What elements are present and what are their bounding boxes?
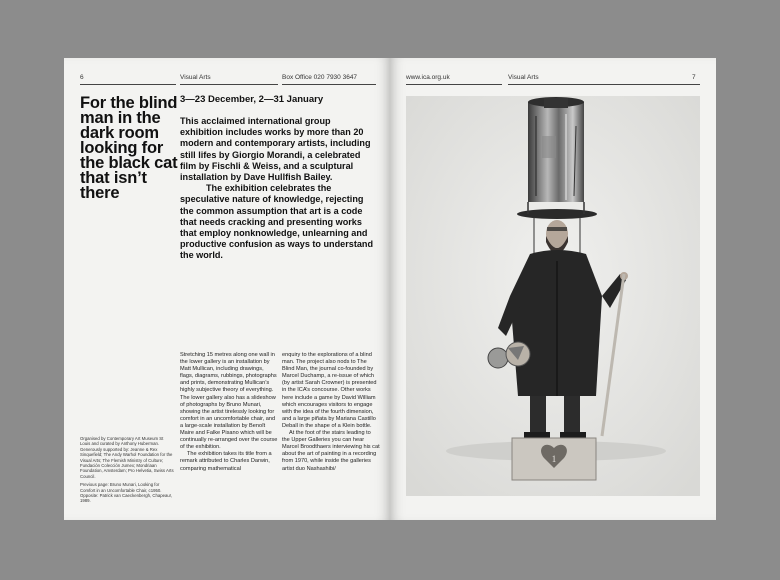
image-caption: Previous page: Bruno Munari, Looking for Comfort in an Uncomfortable Chair, c1950. Opposite: Patrick van Caeckenbergh, Chapeau!, 1989. [80, 482, 173, 504]
website-url: www.ica.org.uk [406, 74, 450, 81]
left-page [64, 58, 390, 520]
box-office-number: Box Office 020 7930 3647 [282, 74, 358, 81]
right-page [390, 58, 716, 520]
header-rule [80, 84, 176, 85]
artwork-photo [406, 96, 700, 496]
magazine-spread [64, 58, 716, 520]
plinth-number: 1 [551, 454, 557, 464]
intro-paragraph: The exhibition celebrates the speculative nature of knowledge, rejecting the common assumption that art is a code that needs cracking and presenting works that employ nonknowledge, unlearning and productive confusion as ways to understand the world. [180, 183, 374, 261]
heart-plinth [512, 438, 596, 480]
left-section-label: Visual Arts [180, 74, 211, 81]
performer-illustration [406, 96, 700, 496]
header-rule [282, 84, 376, 85]
credits-note [80, 436, 174, 504]
intro-text [180, 116, 376, 262]
header-rule [508, 84, 700, 85]
body-paragraph: At the foot of the stairs leading to the Upper Galleries you can hear Marcel Broodthaers interviewing his cat about the art of painting in a recording from 1970, while inside the galleries artist duo Nashashibi/ [282, 430, 380, 472]
body-paragraph: Stretching 15 metres along one wall in the lower gallery is an installation by Matt Mullican, including drawings, flags, diagrams, rubbings, photographs and prints, demonstrating Mullican’s highly subjective theory of everything. The lower gallery also has a slideshow of photographs by Bruno Munari, showing the artist tirelessly looking for comfort in an uncomfortable chair, and a large-scale installation by Benoît Maire and Falke Pisano which will be continually re-arranged over the course of the exhibition. [180, 352, 278, 451]
header-rule [180, 84, 278, 85]
body-column-2 [282, 352, 380, 473]
right-folio: 7 [692, 74, 696, 81]
intro-paragraph: This acclaimed international group exhibition includes works by more than 20 modern and contemporary artists, including still lifes by Giorgio Morandi, a celebrated film by Fischli & Weiss, and a sculptural installation by Dave Hullfish Bailey. [180, 116, 371, 183]
article-headline: For the blind man in the dark room looking for the black cat that isn’t there [80, 94, 178, 202]
left-folio: 6 [80, 74, 84, 81]
credits-paragraph: Organised by Contemporary Art Museum St Louis and curated by Anthony Huberman. Generously supported by: Jeanne & Rex Sinquefield; The Andy Warhol Foundation for the Visual Arts; The Flemish Ministry of Culture; Fundación Colección Jumex; Mondriaan Foundation, Amsterdam; Pro Helvetia, Swiss Arts Council. [80, 436, 174, 479]
body-column-1 [180, 352, 278, 473]
exhibition-dates: 3—23 December, 2—31 January [180, 94, 324, 105]
body-paragraph: enquiry to the explorations of a blind man. The project also nods to The Blind Man, the journal co-founded by Marcel Duchamp, a re-issue of which (by artist Sarah Crowner) is presented in the ICA’s concourse. Other works here include a game by David William which encourages visitors to engage with the idea of the fourth dimension, and a large piñata by Mariana Castillo Deball in the shape of a Klein bottle. [282, 352, 377, 429]
body-paragraph: The exhibition takes its title from a remark attributed to Charles Darwin, comparing mathematical [180, 451, 272, 472]
header-rule [406, 84, 502, 85]
right-section-label: Visual Arts [508, 74, 539, 81]
